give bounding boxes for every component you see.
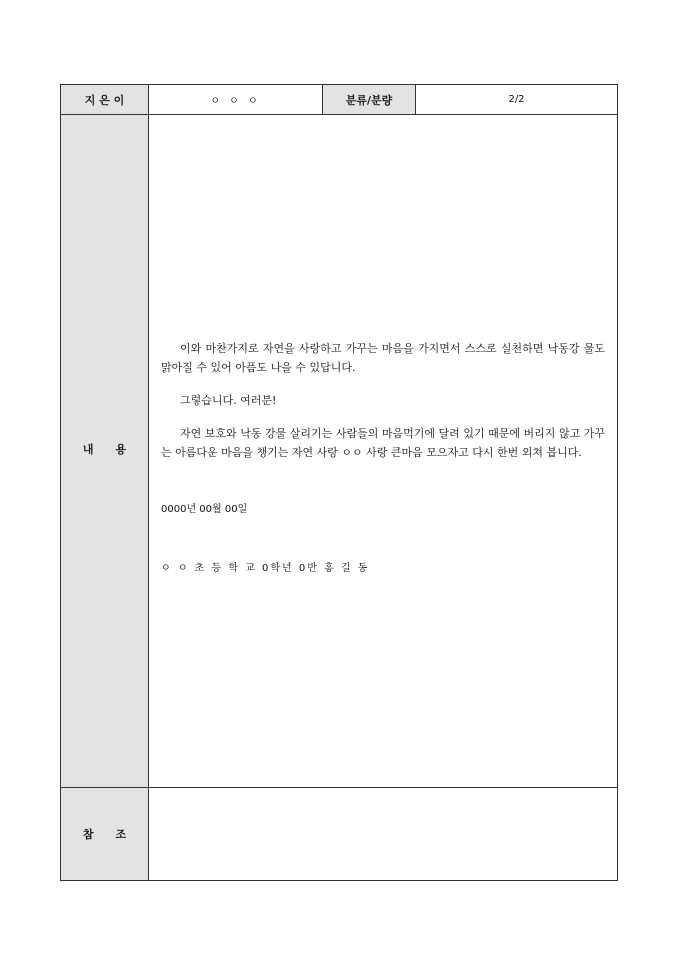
reference-value: [149, 788, 618, 881]
paragraph-1: 이와 마찬가지로 자연을 사랑하고 가꾸는 마음을 가지면서 스스로 실천하면 낙동강 물도 맑아질 수 있어 아픔도 나을 수 있답니다.: [161, 341, 605, 374]
paragraph-3: 자연 보호와 낙동 강물 살리기는 사람들의 마음먹기에 달려 있기 때문에 버리지 않고 가꾸는 아름다운 마음을 챙기는 자연 사랑 ㅇㅇ 사랑 큰마음 모으자고 다시 한번 외쳐 봅니다.: [161, 426, 605, 459]
content-row: [61, 115, 618, 788]
signature-line: ㅇ ㅇ 초 등 학 교 0학년 0반 홍 길 동: [161, 562, 370, 574]
paragraph-2: 그렇습니다. 여러분!: [180, 393, 277, 407]
content-cell: [149, 115, 618, 788]
author-value: ㅇ ㅇ ㅇ: [149, 85, 323, 115]
header-row: [61, 85, 618, 115]
category-value: 2/2: [416, 85, 618, 115]
essay-form-table: [60, 84, 618, 881]
date-line: 0000년 00월 00일: [161, 503, 248, 515]
author-label: 지 은 이: [61, 85, 149, 115]
content-label-cell: [61, 115, 149, 788]
reference-row: [61, 788, 618, 881]
content-label: 내 용: [82, 443, 127, 456]
category-label: 분류/분량: [323, 85, 416, 115]
reference-label: 참 조: [61, 788, 149, 881]
content-body: [149, 325, 617, 578]
